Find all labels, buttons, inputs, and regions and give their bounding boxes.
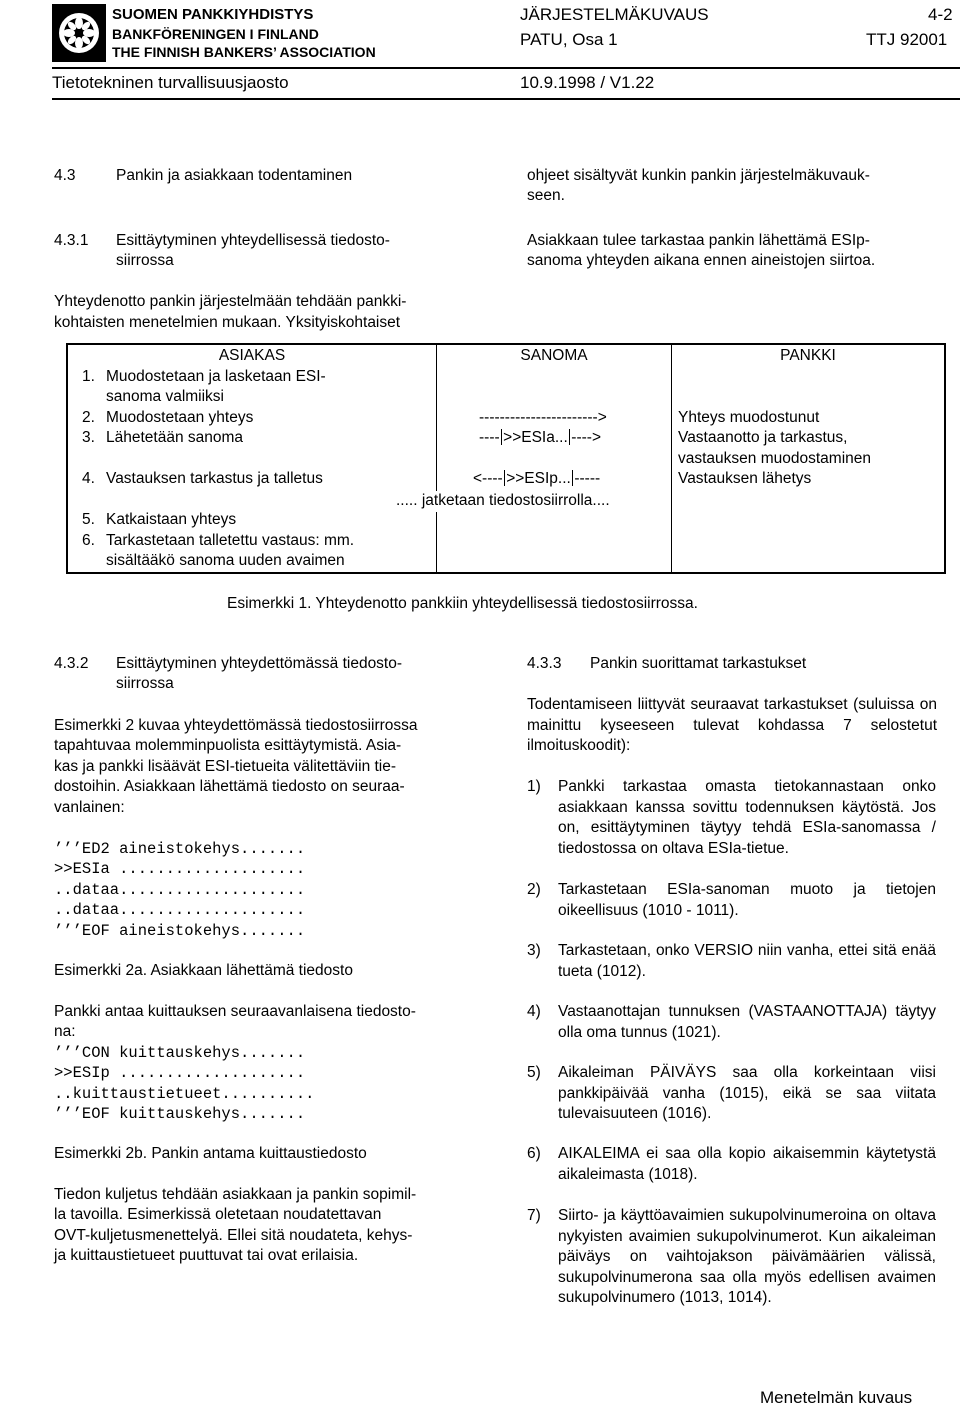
check-item-1: 1) Pankki tarkastaa omasta tietokannastaan onko asiakkaan kanssa sovittu todennuksen käytöstä. Jos on, esittäytyminen täytyy tehdä ESIa-sanomassa / tiedostossa on oltava ESIa-tietue. xyxy=(527,778,936,857)
paragraph-line: kas ja pankki lisäävät ESI-tietueita välitettäviin tie- xyxy=(54,758,397,775)
paragraph-line: na: xyxy=(54,1023,76,1040)
table-row: 6. Tarkastetaan talletettu vastaus: mm. xyxy=(82,531,355,549)
code-line: ..dataa.................... xyxy=(54,881,306,899)
table-row: 1. Muodostetaan ja lasketaan ESI- xyxy=(82,367,326,385)
table-row-cont: sanoma valmiiksi xyxy=(106,388,225,405)
paragraph-line: OVT-kuljetusmenettelyä. Ellei sitä noudateta, kehys- xyxy=(54,1227,413,1244)
footer-label: Menetelmän kuvaus xyxy=(760,1388,913,1407)
bank-step-cont: vastauksen muodostaminen xyxy=(678,449,872,467)
subsection-title: Esittäytyminen yhteydellisessä tiedosto- xyxy=(116,232,390,249)
paragraph-line: Tiedon kuljetus tehdään asiakkaan ja pankin sopimil- xyxy=(54,1186,417,1203)
section-number: 4.3 xyxy=(54,167,76,184)
message-arrow: -----------------------> xyxy=(479,408,607,426)
paragraph-line: ja kuittaustietueet puuttuvat tai ovat erilaisia. xyxy=(54,1247,359,1264)
subsection-number: 4.3.3 xyxy=(527,655,562,672)
continuation-note: ..... jatketaan tiedostosiirrolla.... xyxy=(394,491,612,512)
subsection-title-cont: siirrossa xyxy=(116,675,174,692)
bank-step: Yhteys muodostunut xyxy=(678,408,820,426)
check-item-2: 2) Tarkastetaan ESIa-sanoman muoto ja tietojen oikeellisuus (1010 - 1011). xyxy=(527,881,936,919)
example-1-caption: Esimerkki 1. Yhteydenotto pankkiin yhteydellisessä tiedostosiirrossa. xyxy=(227,595,698,612)
subsection-title: Esittäytyminen yhteydettömässä tiedosto- xyxy=(116,655,403,672)
code-line: ’’’EOF kuittauskehys....... xyxy=(54,1105,306,1123)
example-1-table xyxy=(66,343,946,574)
example-2a-caption: Esimerkki 2a. Asiakkaan lähettämä tiedosto xyxy=(54,962,353,979)
page-number: 4-2 xyxy=(928,5,953,24)
table-row-cont: sisältääkö sanoma uuden avaimen xyxy=(106,552,345,569)
subsection-number: 4.3.1 xyxy=(54,232,89,249)
subsection-title: Pankin suorittamat tarkastukset xyxy=(590,655,807,672)
paragraph-line: kohtaisten menetelmien mukaan. Yksityiskohtaiset xyxy=(54,314,401,331)
table-row: 4. Vastauksen tarkastus ja talletus xyxy=(82,470,323,487)
message-esip: <---- >>ESIp... ----- xyxy=(473,470,601,487)
table-row: 3. Lähetetään sanoma xyxy=(82,429,244,446)
paragraph-line: seen. xyxy=(527,187,565,204)
paragraph-line: sanoma yhteyden aikana ennen aineistojen siirtoa. xyxy=(527,252,876,269)
code-line: ’’’ED2 aineistokehys....... xyxy=(54,840,306,858)
code-line: >>ESIa .................... xyxy=(54,860,306,878)
header-rule-top xyxy=(52,67,960,69)
subsection-title-cont: siirrossa xyxy=(116,252,174,269)
paragraph-line: Yhteydenotto pankin järjestelmään tehdään pankki- xyxy=(54,293,407,310)
org-name-finnish: SUOMEN PANKKIYHDISTYS xyxy=(112,6,314,23)
code-line: ’’’CON kuittauskehys....... xyxy=(54,1044,306,1062)
check-item-7: 7) Siirto- ja käyttöavaimien sukupolvinumeroina on oltava nykyisten avaimien sukupolvinumerot. Kun aikaleiman päiväys on vaihtojakson päivämäärien välissä, sukupolvinumerona saa olla myös edellisen avaimen sukupolvinumero (1013, 1014). xyxy=(527,1207,936,1306)
bank-step: Vastaanotto ja tarkastus, xyxy=(678,429,848,446)
department: Tietotekninen turvallisuusjaosto xyxy=(52,73,289,92)
intro-paragraph: Todentamiseen liittyvät seuraavat tarkastukset (suluissa on mainittu kyseeseen tulevat kohdassa 7 selostetut ilmoituskoodit): xyxy=(527,696,937,754)
org-name-english: THE FINNISH BANKERS’ ASSOCIATION xyxy=(112,44,376,60)
paragraph-line: tapahtuvaa molemminpuolista esittäytymistä. Asia- xyxy=(54,737,402,754)
code-line: ’’’EOF aineistokehys....... xyxy=(54,922,306,940)
paragraph-line: Pankki antaa kuittauksen seuraavanlaisena tiedosto- xyxy=(54,1003,416,1020)
check-item-5: 5) Aikaleiman PÄIVÄYS saa olla korkeintaan viisi pankkipäivää vanha (1015), eikä se saa viitata tulevaisuuteen (1016). xyxy=(527,1064,936,1122)
paragraph-line: Esimerkki 2 kuvaa yhteydettömässä tiedostosiirrossa xyxy=(54,717,418,734)
association-logo xyxy=(52,4,106,62)
code-line: ..dataa.................... xyxy=(54,901,306,919)
table-row: 2. Muodostetaan yhteys xyxy=(82,408,254,426)
check-item-3: 3) Tarkastetaan, onko VERSIO niin vanha, ettei sitä enää tueta (1012). xyxy=(527,942,936,980)
paragraph-line: Asiakkaan tulee tarkastaa pankin lähettämä ESIp- xyxy=(527,232,870,249)
header-rule-bottom xyxy=(52,98,960,100)
table-row: 5. Katkaistaan yhteys xyxy=(82,511,237,528)
paragraph-line: la tavoilla. Esimerkissä oletetaan noudatettavan xyxy=(54,1206,382,1223)
doc-part: PATU, Osa 1 xyxy=(520,30,618,49)
col-header-customer: ASIAKAS xyxy=(67,344,437,367)
code-line: ..kuittaustietueet.......... xyxy=(54,1085,315,1103)
bank-step: Vastauksen lähetys xyxy=(678,470,812,487)
date-version: 10.9.1998 / V1.22 xyxy=(520,73,655,92)
message-esia: ---- >>ESIa... ----> xyxy=(479,429,601,446)
check-item-6: 6) AIKALEIMA ei saa olla kopio aikaisemmin käytetystä aikaleimasta (1018). xyxy=(527,1145,936,1183)
doc-id: TTJ 92001 xyxy=(866,30,948,49)
check-item-4: 4) Vastaanottajan tunnuksen (VASTAANOTTAJA) täytyy olla oma tunnus (1021). xyxy=(527,1003,936,1041)
col-header-bank: PANKKI xyxy=(672,344,946,367)
paragraph-line: vanlainen: xyxy=(54,799,125,816)
section-title: Pankin ja asiakkaan todentaminen xyxy=(116,167,353,184)
col-header-message: SANOMA xyxy=(520,347,588,364)
example-2b-caption: Esimerkki 2b. Pankin antama kuittaustiedosto xyxy=(54,1145,367,1162)
org-name-swedish: BANKFÖRENINGEN I FINLAND xyxy=(112,26,319,42)
code-line: >>ESIp .................... xyxy=(54,1064,306,1082)
doc-title: JÄRJESTELMÄKUVAUS xyxy=(520,5,709,24)
paragraph-line: ohjeet sisältyvät kunkin pankin järjestelmäkuvauk- xyxy=(527,167,870,184)
paragraph-line: dostoihin. Asiakkaan lähettämä tiedosto on seuraa- xyxy=(54,778,405,795)
subsection-number: 4.3.2 xyxy=(54,655,89,672)
